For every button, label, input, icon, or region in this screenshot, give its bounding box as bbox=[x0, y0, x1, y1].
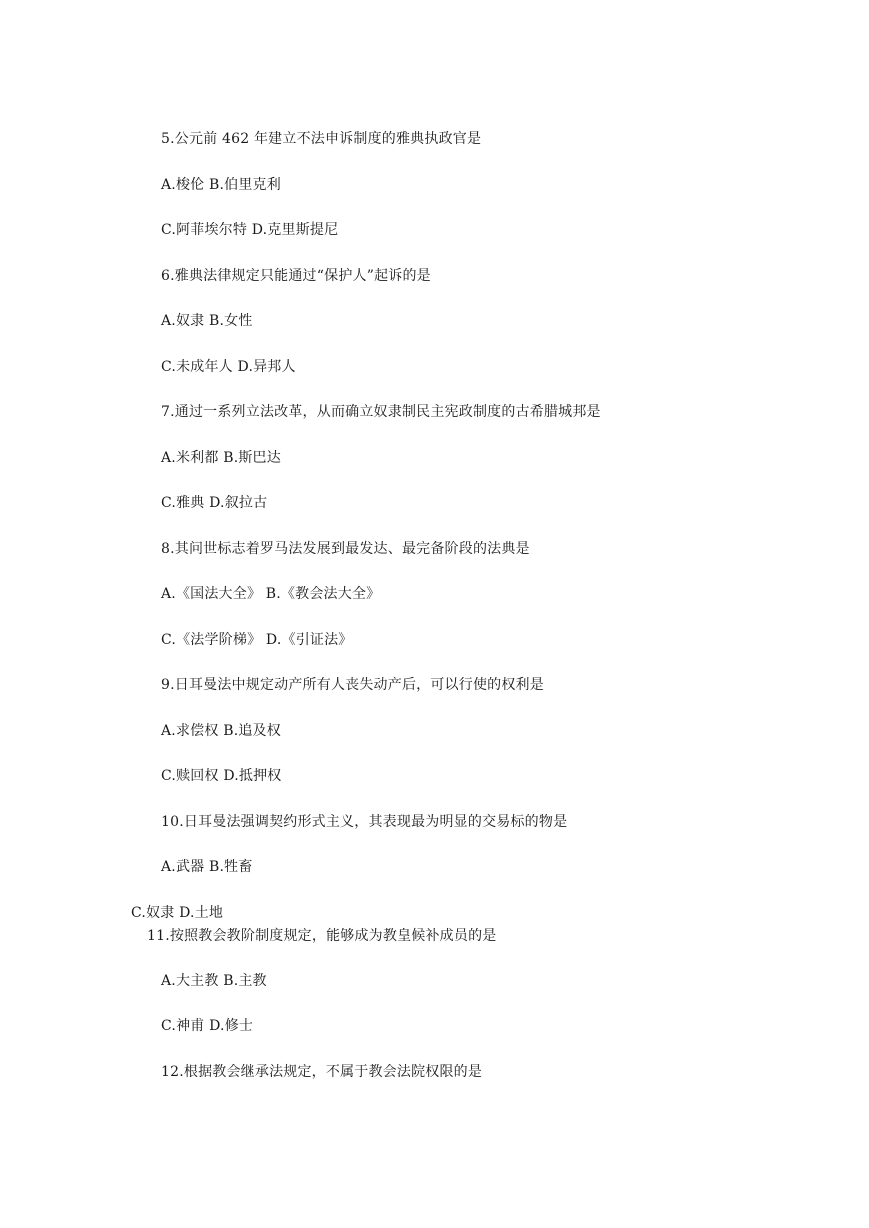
question-8-options-cd: C.《法学阶梯》 D.《引证法》 bbox=[161, 632, 353, 648]
question-10-options-ab: A.武器 B.牲畜 bbox=[161, 859, 253, 875]
question-12: 12.根据教会继承法规定，不属于教会法院权限的是 bbox=[161, 1064, 483, 1080]
question-6-options-cd: C.未成年人 D.异邦人 bbox=[161, 359, 296, 375]
question-9-options-cd: C.赎回权 D.抵押权 bbox=[161, 768, 282, 784]
question-7: 7.通过一系列立法改革，从而确立奴隶制民主宪政制度的古希腊城邦是 bbox=[161, 404, 601, 420]
question-11: 11.按照教会教阶制度规定，能够成为教皇候补成员的是 bbox=[147, 928, 497, 944]
question-7-options-ab: A.米利都 B.斯巴达 bbox=[161, 450, 281, 466]
question-11-options-cd: C.神甫 D.修士 bbox=[161, 1018, 254, 1034]
question-9: 9.日耳曼法中规定动产所有人丧失动产后，可以行使的权利是 bbox=[161, 677, 544, 693]
question-6-options-ab: A.奴隶 B.女性 bbox=[161, 313, 253, 329]
question-8-options-ab: A.《国法大全》 B.《教会法大全》 bbox=[161, 586, 381, 602]
question-8: 8.其问世标志着罗马法发展到最发达、最完备阶段的法典是 bbox=[161, 541, 530, 557]
question-11-options-ab: A.大主教 B.主教 bbox=[161, 973, 267, 989]
question-7-options-cd: C.雅典 D.叙拉古 bbox=[161, 495, 268, 511]
question-6: 6.雅典法律规定只能通过“保护人”起诉的是 bbox=[161, 268, 431, 284]
question-5-options-ab: A.梭伦 B.伯里克利 bbox=[161, 177, 281, 193]
question-5: 5.公元前 462 年建立不法申诉制度的雅典执政官是 bbox=[161, 131, 482, 147]
question-5-options-cd: C.阿菲埃尔特 D.克里斯提尼 bbox=[161, 222, 339, 238]
question-10: 10.日耳曼法强调契约形式主义，其表现最为明显的交易标的物是 bbox=[161, 814, 568, 830]
question-9-options-ab: A.求偿权 B.追及权 bbox=[161, 723, 281, 739]
question-10-options-cd: C.奴隶 D.土地 bbox=[131, 905, 224, 921]
